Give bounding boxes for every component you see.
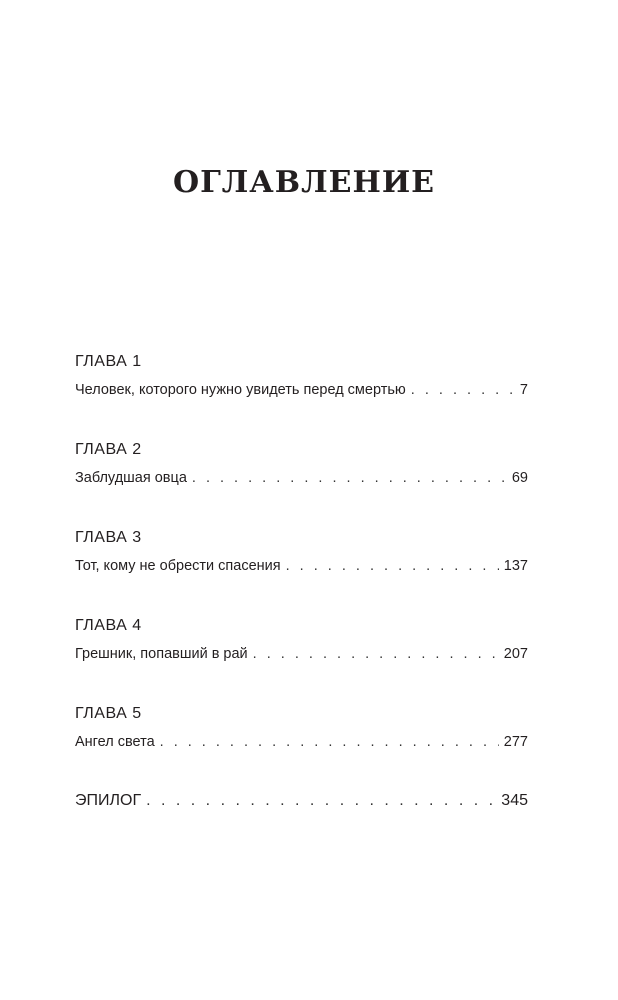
page-number: 277: [503, 734, 528, 750]
chapter-label: ГЛАВА 4: [75, 617, 142, 634]
toc-chapter-5: [75, 704, 528, 752]
chapter-title: Человек, которого нужно увидеть перед смертью: [75, 382, 406, 398]
dot-leader: [160, 732, 499, 752]
chapter-title: Заблудшая овца: [75, 470, 187, 486]
toc-epilogue: [75, 791, 528, 811]
page-title: ОГЛАВЛЕНИЕ: [172, 165, 436, 200]
dot-leader: [146, 791, 496, 811]
page-number: 69: [511, 470, 528, 486]
page-number: 207: [503, 646, 528, 662]
toc-chapter-2: [75, 440, 528, 488]
chapter-label: ГЛАВА 5: [75, 705, 142, 722]
dot-leader: [253, 644, 499, 664]
page-number: 7: [519, 382, 528, 398]
toc-entry[interactable]: [75, 791, 528, 811]
chapter-label: ГЛАВА 3: [75, 529, 142, 546]
dot-leader: [192, 468, 507, 488]
toc-entry[interactable]: [75, 644, 528, 664]
chapter-title: Грешник, попавший в рай: [75, 646, 248, 662]
toc-entry[interactable]: [75, 468, 528, 488]
chapter-label: ГЛАВА 2: [75, 441, 142, 458]
page-number: 345: [501, 792, 528, 809]
dot-leader: [411, 380, 515, 400]
chapter-title: Тот, кому не обрести спасения: [75, 558, 281, 574]
chapter-title: Ангел света: [75, 734, 155, 750]
dot-leader: [286, 556, 499, 576]
toc-entry[interactable]: [75, 732, 528, 752]
toc-entry[interactable]: [75, 556, 528, 576]
toc-chapter-3: [75, 528, 528, 576]
epilogue-title: ЭПИЛОГ: [75, 792, 142, 809]
toc-entry[interactable]: [75, 380, 528, 400]
toc-chapter-1: [75, 352, 528, 400]
page-number: 137: [503, 558, 528, 574]
toc-chapter-4: [75, 616, 528, 664]
chapter-label: ГЛАВА 1: [75, 353, 142, 370]
